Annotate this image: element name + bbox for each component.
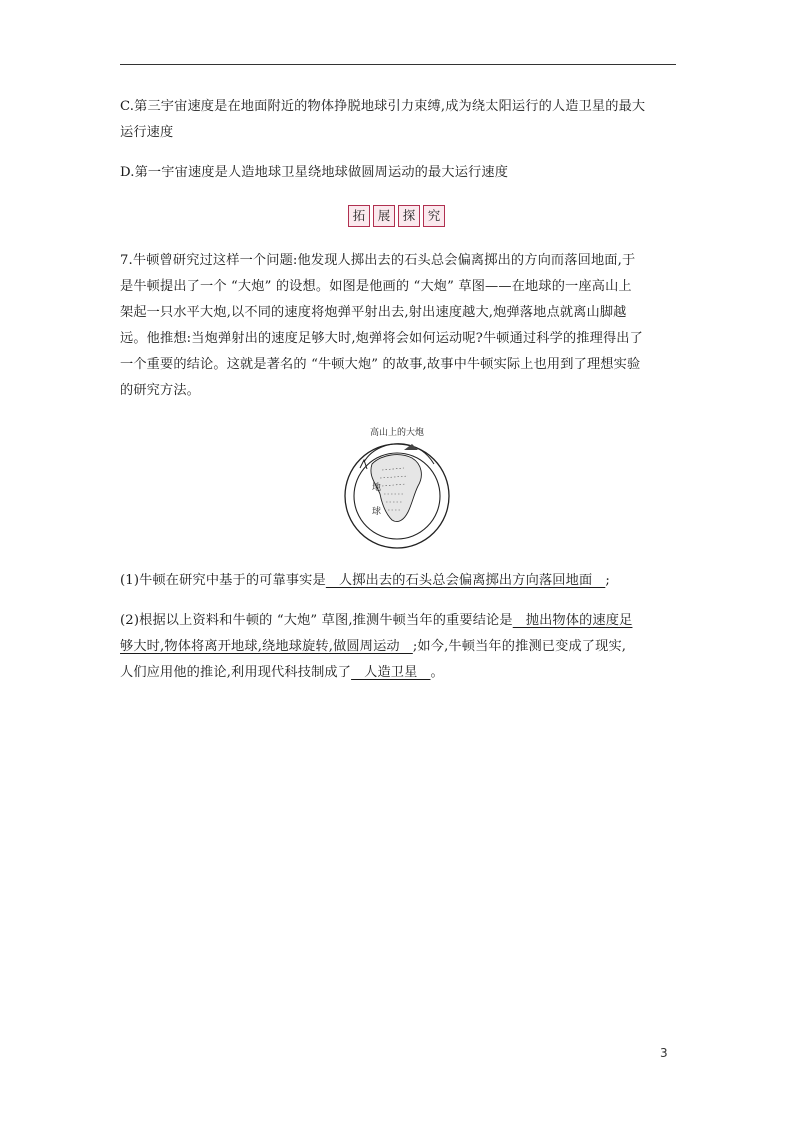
q7-line-2: 是牛顿提出了一个 “大炮” 的设想。如图是他画的 “大炮” 草图——在地球的一座高山上 <box>120 279 632 294</box>
section-banner <box>348 205 445 227</box>
banner-char-4: 究 <box>423 205 445 227</box>
sub-question-1 <box>120 568 676 594</box>
q7-line-6: 的研究方法。 <box>120 383 201 398</box>
label-di: 地 <box>372 483 382 493</box>
sub2-line3-suffix: 。 <box>430 665 444 680</box>
option-d <box>120 160 676 186</box>
sub2-answer-3: 人造卫星 <box>351 665 431 680</box>
option-d-text: D.第一宇宙速度是人造地球卫星绕地球做圆周运动的最大运行速度 <box>120 165 509 180</box>
banner-char-2: 展 <box>373 205 395 227</box>
sub1-prefix: (1)牛顿在研究中基于的可靠事实是 <box>120 573 326 588</box>
sub2-line3-prefix: 人们应用他的推论,利用现代科技制成了 <box>120 665 352 680</box>
sub2-mid: ;如今,牛顿当年的推测已变成了现实, <box>412 639 627 654</box>
sub2-answer-part-2: 够大时,物体将离开地球,绕地球旋转,做圆周运动 <box>120 639 413 654</box>
sub2-prefix: (2)根据以上资料和牛顿的 “大炮” 草图,推测牛顿当年的重要结论是 <box>120 613 513 628</box>
newton-cannon-diagram <box>342 424 452 554</box>
sub1-line <box>120 568 676 594</box>
sub1-answer: 人掷出去的石头总会偏离掷出方向落回地面 <box>325 573 606 588</box>
sub2-line-1 <box>120 608 676 634</box>
option-c <box>120 94 676 146</box>
q7-line-1: 7.牛顿曾研究过这样一个问题:他发现人掷出去的石头总会偏离掷出的方向而落回地面,于 <box>120 253 636 268</box>
q7-line-4: 远。他推想:当炮弹射出的速度足够大时,炮弹将会如何运动呢?牛顿通过科学的推理得出了 <box>120 331 643 346</box>
header-rule <box>120 64 676 65</box>
sub1-suffix: ; <box>605 573 610 588</box>
banner-char-3: 探 <box>398 205 420 227</box>
option-c-line-1: C.第三宇宙速度是在地面附近的物体挣脱地球引力束缚,成为绕太阳运行的人造卫星的最大 <box>120 99 646 114</box>
label-qiu: 球 <box>372 507 382 517</box>
banner-char-1: 拓 <box>348 205 370 227</box>
q7-line-5: 一个重要的结论。这就是著名的 “牛顿大炮” 的故事,故事中牛顿实际上也用到了理想实验 <box>120 357 641 372</box>
sub2-answer-part-1: 抛出物体的速度足 <box>512 613 633 628</box>
option-c-line-2: 运行速度 <box>120 125 174 140</box>
q7-line-3: 架起一只水平大炮,以不同的速度将炮弹平射出去,射出速度越大,炮弹落地点就离山脚越 <box>120 305 627 320</box>
sub2-line-3 <box>120 660 676 686</box>
page-number: 3 <box>660 1046 668 1060</box>
question-7-stem <box>120 248 676 404</box>
figure-caption: 高山上的大炮 <box>369 428 425 438</box>
sub2-line-2 <box>120 634 676 660</box>
sub-question-2 <box>120 608 676 686</box>
newton-cannon-figure <box>342 424 452 554</box>
